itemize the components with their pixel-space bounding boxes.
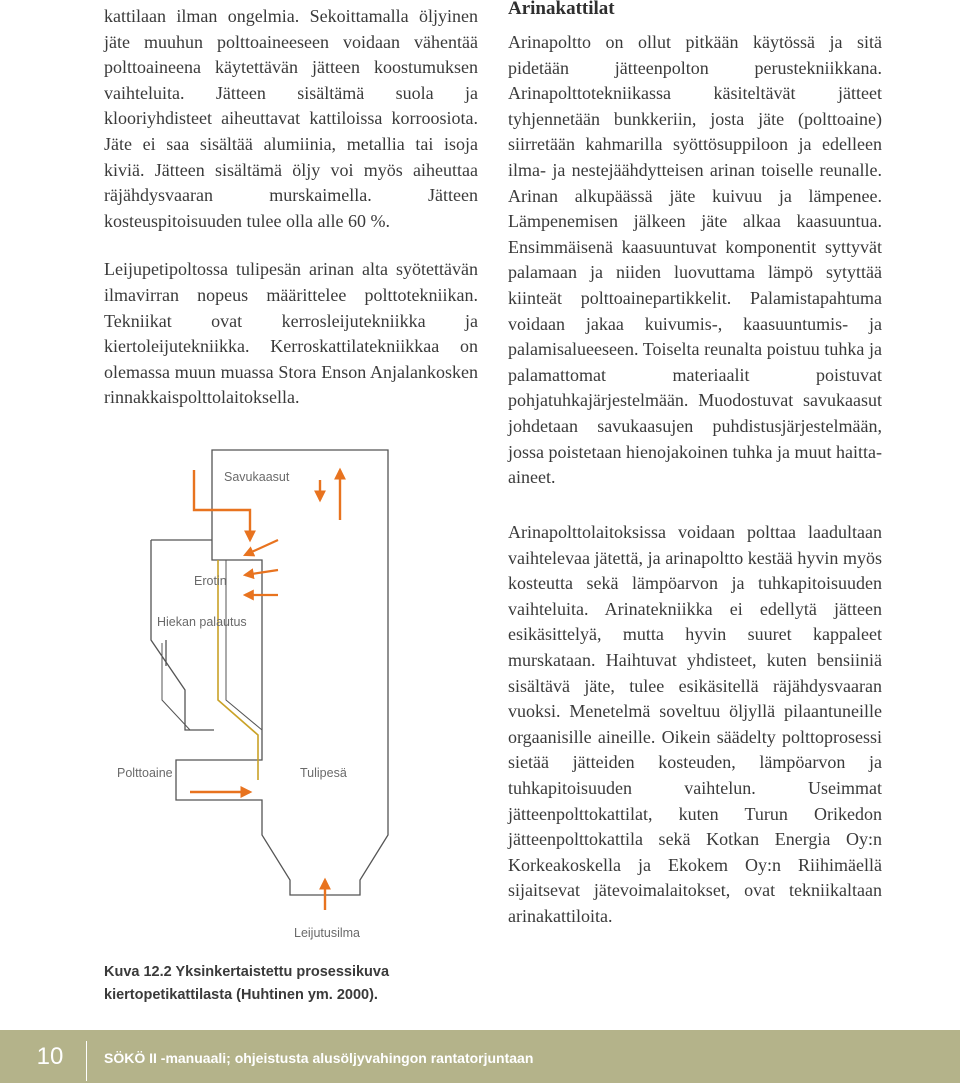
page-number: 10 [36,1043,64,1070]
label-hiekan-palautus: Hiekan palautus [157,615,247,629]
label-tulipesa: Tulipesä [300,766,347,780]
footer-title: SÖKÖ II -manuaali; ohjeistusta alusöljyvahingon rantatorjuntaan [104,1050,534,1066]
sand-return-line [218,560,258,780]
separator-outline-inner [151,540,212,666]
left-paragraph-1: kattilaan ilman ongelmia. Sekoittamalla öljyinen jäte muuhun polttoaineeseen voidaan vähentää polttoaineena käytettävän jätteen koostumuksen vaihteluita. Jätteen sisältämä suola ja klooriyhdisteet aiheuttavat kattiloissa korroosiota. Jäte ei saa sisältää alumiinia, metallia tai isoja kiviä. Jätteen sisältämä öljy voi myös aiheuttaa räjähdysvaaran murskaimella. Jätteen kosteuspitoisuuden tulee olla alle 60 %. [104,6,478,231]
label-polttoaine: Polttoaine [117,766,173,780]
label-leijutusilma: Leijutusilma [294,926,361,940]
label-erotin: Erotin [194,574,227,588]
furnace-outline [176,450,388,895]
separator-arrow-1 [245,540,278,555]
right-paragraph-2: Arinapolttolaitoksissa voidaan polttaa laadultaan vaihtelevaa jätettä, ja arinapoltto kestää hyvin myös kosteutta sekä lämpöarvon ja tuhkapitoisuuden vaihteluita. Arinatekniikka ei edellytä jätteen esikäsittelyä, mutta hyvin suuret kappaleet murskataan. Haihtuvat yhdisteet, kuten bensiiniä sisältävä jäte, tulee esikäsitellä räjähdysvaaran vuoksi. Menetelmä soveltuu öljyllä pilaantuneille orgaanisille aineille. Oikein säädelty polttoprosessi sietää jätteiden kosteuden, lämpöarvon ja tuhkapitoisuuden vaihtelun. Useimmat jätteenpolttokattilat, kuten Turun Orikedon jätteenpolttokattila sekä Kotkan Energia Oy:n Korkeakoskella ja Ekokem Oy:n Riihimäellä sijaitsevat jätevoimalaitokset, ovat tekniikaltaan arinakattiloita. [508,522,882,926]
section-heading: Arinakattilat [508,0,615,19]
page-footer [0,1030,960,1083]
figure-caption: Kuva 12.2 Yksinkertaistettu prosessikuva kiertopetikattilasta (Huhtinen ym. 2000). [104,964,390,1003]
left-paragraph-2: Leijupetipoltossa tulipesän arinan alta syötettävän ilmavirran nopeus määrittelee polttotekniikan. Tekniikat ovat kerrosleijutekniikka ja kiertoleijutekniikka. Kerroskattilatekniikkaa on olemassa muun muassa Stora Enson Anjalankosken rinnakkaispolttolaitoksella. [104,259,478,408]
separator-outline [151,540,214,730]
footer-divider [86,1041,87,1081]
label-savukaasut: Savukaasut [224,470,290,484]
right-paragraph-1: Arinapoltto on ollut pitkään käytössä ja sitä pidetään jätteenpolton perustekniikkana. Arinapolttotekniikassa käsiteltävät jätteet tyhjennetään bunkkeriin, josta jäte (polttoaine) siirretään kahmarilla syöttösuppiloon ja edelleen ilma- ja nestejäähdytteisen arinan toiselle reunalle. Arinan alkupäässä jäte kuivuu ja lämpenee. Lämpenemisen jälkeen jäte alkaa kaasuuntua. Ensimmäisenä kaasuuntuvat komponentit syttyvät palamaan ja niiden luovuttama lämpö sytyttää kiinteät polttoainepartikkelit. Palamistapahtuma voidaan jakaa kuivumis-, kaasuuntumis- ja palamisalueeseen. Toiselta reunalta poistuu tuhka ja palamattomat materiaalit poistuvat pohjatuhkajärjestelmään. Muodostuvat savukaasut johdetaan savukaasujen puhdistusjärjestelmään, jossa poistetaan hienojakoinen tuhka ja muut haitta-aineet. [508,32,882,488]
sand-return-line-2 [226,560,262,730]
